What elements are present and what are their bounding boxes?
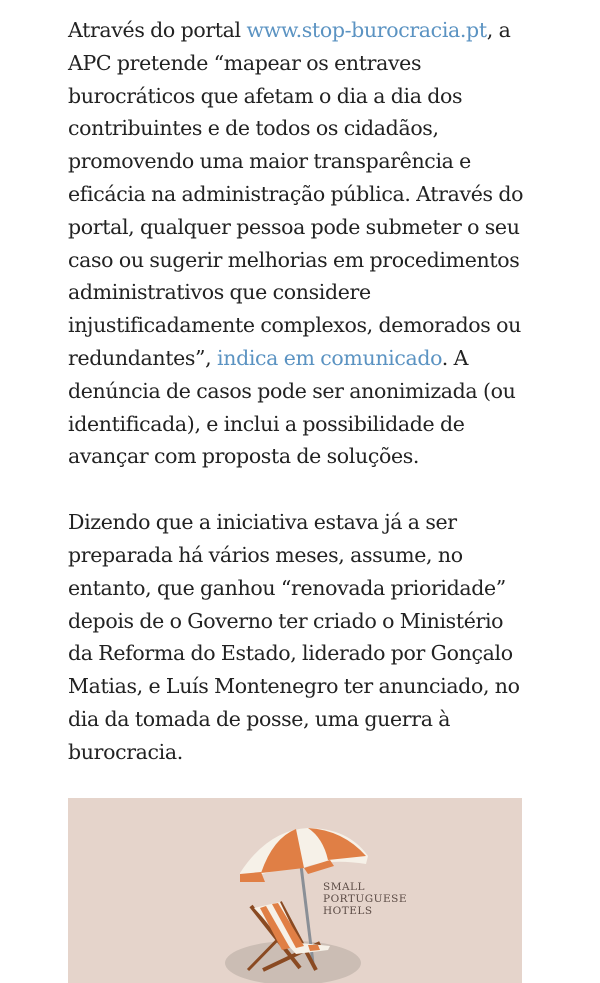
text-segment: denúncia de casos pode ser anonimizada (ou [68, 378, 516, 403]
text-segment: contribuintes e de todos os cidadãos, [68, 116, 439, 141]
text-line [68, 736, 538, 769]
text-line [68, 342, 538, 375]
text-segment: portal, qualquer pessoa pode submeter o seu [68, 214, 520, 239]
text-line [68, 309, 538, 342]
text-segment: Através do portal [68, 18, 247, 42]
text-line [68, 605, 538, 638]
ad-brand-line: PORTUGUESE [323, 893, 408, 905]
article-paragraph-2 [68, 506, 538, 768]
text-segment: promovendo uma maior transparência e [68, 149, 471, 174]
text-line [68, 703, 538, 736]
text-segment: APC pretende “mapear os entraves [68, 50, 422, 75]
text-line [68, 276, 538, 309]
text-segment: entanto, que ganhou “renovada prioridade” [68, 575, 506, 600]
text-segment: burocráticos que afetam o dia a dia dos [68, 83, 463, 108]
ad-brand-line: SMALL [323, 881, 365, 893]
text-segment: caso ou sugerir melhorias em procedimentos [68, 247, 520, 272]
text-segment: eficácia na administração pública. Através do [68, 181, 524, 206]
text-segment: . A [441, 345, 469, 370]
text-line [68, 572, 538, 605]
text-segment: preparada há vários meses, assume, no [68, 542, 463, 567]
text-segment: da Reforma do Estado, liderado por Gonçalo [68, 641, 513, 666]
text-line [68, 408, 538, 441]
text-line [68, 539, 538, 572]
text-line [68, 244, 538, 277]
advertisement-banner[interactable] [68, 798, 522, 983]
text-line [68, 670, 538, 703]
text-segment: avançar com proposta de soluções. [68, 444, 420, 469]
text-segment: administrativos que considere [68, 280, 371, 305]
text-segment: redundantes”, [68, 345, 218, 370]
text-segment: dia da tomada de posse, uma guerra à [68, 706, 451, 731]
text-line [68, 211, 538, 244]
text-line [68, 14, 538, 47]
text-line [68, 506, 538, 539]
inline-link[interactable]: indica em comunicado [217, 345, 442, 370]
text-line [68, 47, 538, 80]
text-segment: depois de o Governo ter criado o Ministério [68, 608, 504, 633]
text-segment: Matias, e Luís Montenegro ter anunciado, no [68, 674, 520, 699]
beach-umbrella-chair-illustration [68, 798, 522, 983]
text-segment: identificada), e inclui a possibilidade de [68, 411, 465, 436]
text-line [68, 112, 538, 145]
text-line [68, 637, 538, 670]
text-segment: , a [486, 18, 511, 42]
text-segment: injustificadamente complexos, demorados ou [68, 313, 521, 338]
article-body [68, 14, 538, 769]
text-line [68, 375, 538, 408]
text-segment: Dizendo que a iniciativa estava já a ser [68, 510, 457, 535]
text-segment: burocracia. [68, 739, 183, 764]
ad-brand-line: HOTELS [323, 905, 373, 917]
text-line [68, 178, 538, 211]
article-paragraph-1 [68, 14, 538, 473]
text-line [68, 80, 538, 113]
ad-brand-text [323, 881, 407, 917]
text-line [68, 440, 538, 473]
inline-link[interactable]: www.stop-burocracia.pt [246, 18, 487, 42]
text-line [68, 145, 538, 178]
